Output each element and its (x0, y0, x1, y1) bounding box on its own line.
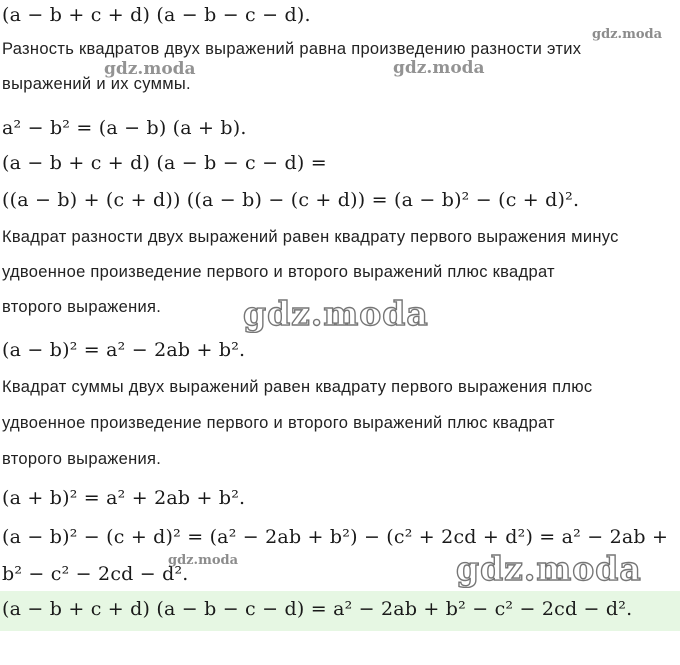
text-square-sum-3: второго выражения. (2, 450, 162, 468)
watermark-logo: gdz.moda (456, 549, 642, 588)
watermark-logo: gdz.moda (592, 27, 663, 42)
text-difference-of-squares-2: выражений и их суммы. (2, 75, 191, 93)
formula-final-expansion-1: (a − b)² − (c + d)² = (a² − 2ab + b²) − (c² + 2cd + d²) = a² − 2ab + (2, 526, 669, 548)
watermark-logo: gdz.moda (168, 553, 239, 568)
formula-final-expansion-2: b² − c² − 2cd − d². (2, 563, 189, 585)
watermark-logo: gdz.moda (393, 58, 485, 78)
formula-expansion-start: (a − b + c + d) (a − b − c − d) = (2, 152, 327, 174)
text-square-sum-1: Квадрат суммы двух выражений равен квадрату первого выражения плюс (2, 378, 593, 396)
result-formula: (a − b + c + d) (a − b − c − d) = a² − 2ab + b² − c² − 2cd − d². (2, 598, 633, 620)
text-difference-of-squares-1: Разность квадратов двух выражений равна произведению разности этих (2, 40, 582, 58)
text-square-difference-3: второго выражения. (2, 298, 162, 316)
problem-expression: (a − b + c + d) (a − b − c − d). (2, 4, 311, 26)
text-square-difference-2: удвоенное произведение первого и второго выражений плюс квадрат (2, 263, 555, 281)
formula-grouping: ((a − b) + (c + d)) ((a − b) − (c + d)) = (a − b)² − (c + d)². (2, 189, 580, 211)
watermark-logo: gdz.moda (104, 59, 196, 79)
text-square-difference-1: Квадрат разности двух выражений равен квадрату первого выражения минус (2, 228, 619, 246)
formula-square-sum: (a + b)² = a² + 2ab + b². (2, 487, 246, 509)
formula-square-difference: (a − b)² = a² − 2ab + b². (2, 339, 246, 361)
formula-difference-of-squares: a² − b² = (a − b) (a + b). (2, 117, 247, 139)
watermark-logo: gdz.moda (243, 294, 429, 333)
text-square-sum-2: удвоенное произведение первого и второго выражений плюс квадрат (2, 414, 555, 432)
